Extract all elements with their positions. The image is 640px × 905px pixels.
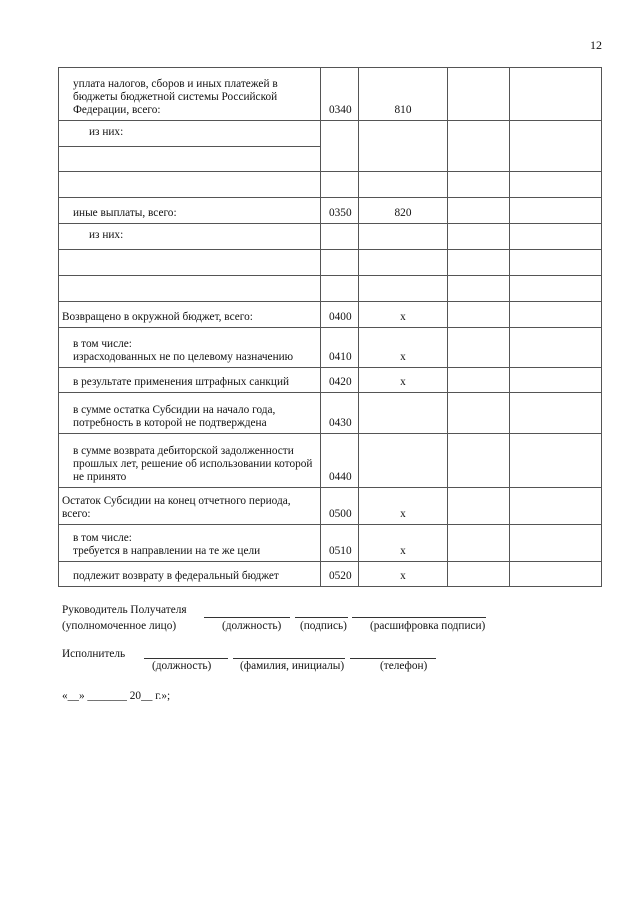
- table-cell: [448, 68, 510, 121]
- table-row: [59, 224, 602, 250]
- table-row: [59, 198, 602, 224]
- row-code: 0430: [321, 393, 359, 434]
- row-label: Возвращено в окружной бюджет, всего:: [59, 302, 321, 328]
- caption-name: (фамилия, инициалы): [240, 660, 345, 672]
- row-code: 0420: [321, 368, 359, 393]
- row-code: 0350: [321, 198, 359, 224]
- row-value: x: [359, 488, 448, 525]
- table-cell: [448, 434, 510, 488]
- report-table: [58, 67, 602, 587]
- row-value: 820: [359, 198, 448, 224]
- row-value: [359, 393, 448, 434]
- row-label-line: в том числе:: [73, 338, 132, 350]
- table-cell: [510, 224, 602, 250]
- row-value: x: [359, 562, 448, 587]
- table-row: [59, 434, 602, 488]
- row-label: уплата налогов, сборов и иных платежей в бюджеты бюджетной системы Российской Федерации, всего:: [59, 68, 321, 121]
- row-label: подлежит возврату в федеральный бюджет: [59, 562, 321, 587]
- row-value: x: [359, 368, 448, 393]
- row-code: 0400: [321, 302, 359, 328]
- caption-phone: (телефон): [380, 660, 428, 672]
- name-line: [233, 658, 345, 659]
- page-number: 12: [590, 38, 602, 52]
- table-cell: [448, 393, 510, 434]
- row-label: Остаток Субсидии на конец отчетного периода, всего:: [59, 488, 321, 525]
- row-label: из них:: [59, 121, 321, 147]
- row-label-line: требуется в направлении на те же цели: [73, 545, 261, 557]
- table-cell: [448, 121, 510, 172]
- table-cell: [359, 276, 448, 302]
- table-cell: [359, 224, 448, 250]
- row-label: в сумме остатка Субсидии на начало года, потребность в которой не подтверждена: [59, 393, 321, 434]
- row-label: в результате применения штрафных санкций: [59, 368, 321, 393]
- table-cell: [510, 276, 602, 302]
- table-cell: [448, 172, 510, 198]
- caption-decode: (расшифровка подписи): [370, 620, 486, 632]
- table-cell: [59, 172, 321, 198]
- row-label: [59, 525, 321, 562]
- caption-position: (должность): [222, 620, 282, 632]
- table-row: [59, 172, 602, 198]
- caption-signature: (подпись): [300, 620, 347, 632]
- table-cell: [510, 302, 602, 328]
- table-cell: [510, 121, 602, 172]
- table-row: [59, 562, 602, 587]
- table-cell: [448, 198, 510, 224]
- signature-line: [295, 617, 348, 618]
- table-row: [59, 276, 602, 302]
- table-cell: [510, 525, 602, 562]
- table-cell: [321, 276, 359, 302]
- table-cell: [510, 198, 602, 224]
- table-cell: [448, 562, 510, 587]
- table-cell: [59, 147, 321, 172]
- table-cell: [448, 525, 510, 562]
- table-cell: [59, 250, 321, 276]
- row-code: 0340: [321, 68, 359, 121]
- table-cell: [510, 434, 602, 488]
- table-row: [59, 393, 602, 434]
- table-row: [59, 302, 602, 328]
- row-value: [359, 434, 448, 488]
- table-row: [59, 525, 602, 562]
- table-cell: [448, 488, 510, 525]
- executor-label: Исполнитель: [62, 648, 126, 660]
- table-cell: [448, 368, 510, 393]
- table-cell: [448, 328, 510, 368]
- table-cell: [448, 224, 510, 250]
- head-label: Руководитель Получателя: [62, 604, 187, 616]
- table-row: [59, 68, 602, 121]
- table-row: [59, 368, 602, 393]
- row-label: [59, 328, 321, 368]
- row-label-line: израсходованных не по целевому назначению: [73, 351, 294, 363]
- table-row: [59, 488, 602, 525]
- head-sub-label: (уполномоченное лицо): [62, 620, 177, 632]
- phone-line: [350, 658, 436, 659]
- row-code: 0520: [321, 562, 359, 587]
- caption-position-2: (должность): [152, 660, 212, 672]
- table-cell: [510, 68, 602, 121]
- table-row: [59, 250, 602, 276]
- table-cell: [510, 488, 602, 525]
- row-label-line: в том числе:: [73, 532, 132, 544]
- row-code: 0500: [321, 488, 359, 525]
- row-label: в сумме возврата дебиторской задолженности прошлых лет, решение об использовании которой не принято: [59, 434, 321, 488]
- table-cell: [510, 172, 602, 198]
- table-cell: [448, 250, 510, 276]
- table-cell: [321, 250, 359, 276]
- position-line: [204, 617, 290, 618]
- table-cell: [510, 328, 602, 368]
- table-cell: [359, 121, 448, 172]
- row-value: x: [359, 328, 448, 368]
- table-row: [59, 328, 602, 368]
- table-cell: [59, 276, 321, 302]
- row-label: иные выплаты, всего:: [59, 198, 321, 224]
- date-line: «__» _______ 20__ г.»;: [62, 690, 171, 702]
- row-code: 0410: [321, 328, 359, 368]
- row-label: из них:: [59, 224, 321, 250]
- table-cell: [359, 172, 448, 198]
- position-line-2: [144, 658, 228, 659]
- row-code: 0510: [321, 525, 359, 562]
- row-value: 810: [359, 68, 448, 121]
- table-cell: [510, 250, 602, 276]
- table-cell: [448, 276, 510, 302]
- row-value: x: [359, 302, 448, 328]
- table-cell: [321, 172, 359, 198]
- table-cell: [510, 562, 602, 587]
- table-cell: [448, 302, 510, 328]
- table-cell: [321, 121, 359, 172]
- row-code: 0440: [321, 434, 359, 488]
- table-cell: [510, 368, 602, 393]
- table-row: [59, 121, 602, 147]
- table-cell: [321, 224, 359, 250]
- decode-line: [352, 617, 486, 618]
- table-cell: [359, 250, 448, 276]
- table-cell: [510, 393, 602, 434]
- row-value: x: [359, 525, 448, 562]
